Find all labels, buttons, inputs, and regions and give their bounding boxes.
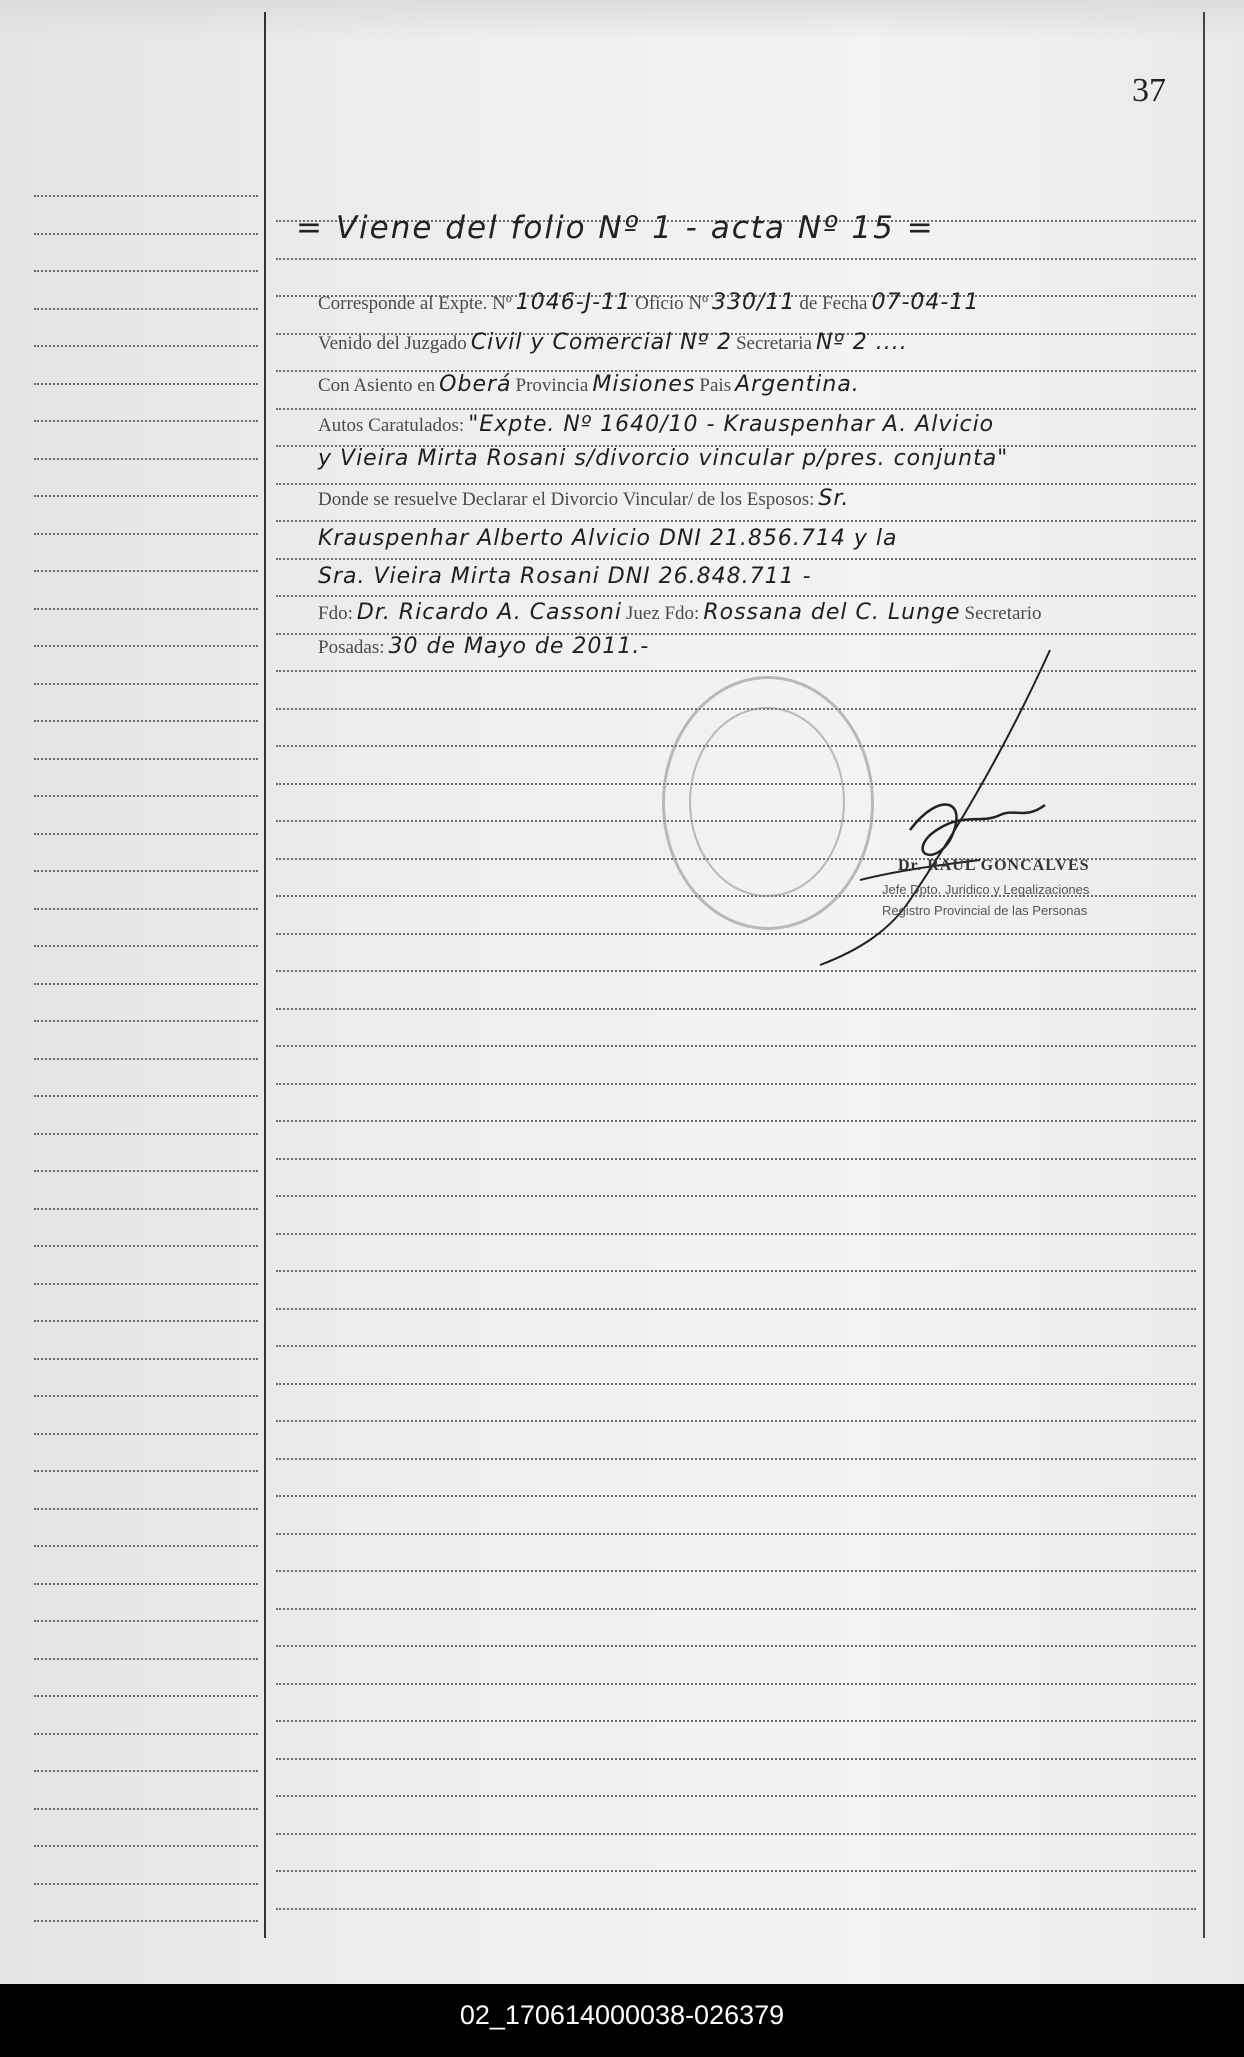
field-value: 1046-J-11 xyxy=(515,290,632,315)
field-label: Juez Fdo: xyxy=(625,603,700,624)
ruling-line xyxy=(34,720,258,722)
field-value: 30 de Mayo de 2011.- xyxy=(388,634,650,659)
ruling-line xyxy=(34,1808,258,1810)
field-juzgado xyxy=(318,330,1178,374)
ruling-line xyxy=(34,1208,258,1210)
header-note: = Viene del folio Nº 1 - acta Nº 15 = xyxy=(296,210,935,246)
ruling-line xyxy=(34,1433,258,1435)
ruling-line xyxy=(34,1020,258,1022)
field-value: Sra. Vieira Mirta Rosani DNI 26.848.711 - xyxy=(318,564,812,589)
ruling-line xyxy=(34,270,258,272)
signatory-name: Dr. RAUL GONCALVES xyxy=(898,857,1090,874)
handwritten-signature xyxy=(800,640,1100,970)
ruling-line xyxy=(34,1358,258,1360)
ruling-line xyxy=(276,1683,1196,1685)
ruling-line xyxy=(34,1620,258,1622)
ruling-line xyxy=(34,983,258,985)
ruling-line xyxy=(276,1345,1196,1347)
ruling-line xyxy=(276,1720,1196,1722)
ruling-line xyxy=(276,970,1196,972)
field-label: de los Esposos: xyxy=(697,489,815,510)
field-value: Rossana del C. Lunge xyxy=(703,600,961,625)
ruling-line xyxy=(34,345,258,347)
ruling-line xyxy=(276,1233,1196,1235)
ruling-line xyxy=(34,870,258,872)
ruling-line xyxy=(34,1883,258,1885)
field-value: Sr. xyxy=(818,486,850,511)
ruling-line xyxy=(276,1083,1196,1085)
ruling-line xyxy=(34,1170,258,1172)
ruling-line xyxy=(34,1508,258,1510)
ruling-line xyxy=(34,645,258,647)
ruling-line xyxy=(276,1308,1196,1310)
ruling-line xyxy=(276,1495,1196,1497)
ruling-line xyxy=(34,683,258,685)
ruling-line xyxy=(34,1133,258,1135)
field-value: 330/11 xyxy=(712,290,796,315)
ruling-line xyxy=(34,1095,258,1097)
ruling-line xyxy=(34,233,258,235)
field-label: Corresponde al Expte. Nº xyxy=(318,293,512,314)
field-label: Provincia xyxy=(515,375,589,396)
ruling-line xyxy=(276,1608,1196,1610)
ruling-line xyxy=(34,570,258,572)
ruling-line xyxy=(34,608,258,610)
field-value: 07-04-11 xyxy=(871,290,980,315)
ruling-line xyxy=(34,1920,258,1922)
ruling-line xyxy=(34,833,258,835)
ruling-line xyxy=(34,533,258,535)
field-value: y Vieira Mirta Rosani s/divorcio vincular p/pres. conjunta" xyxy=(318,446,1009,471)
ruling-line xyxy=(276,1008,1196,1010)
field-label: Venido del Juzgado xyxy=(318,333,467,354)
ruling-line xyxy=(276,1758,1196,1760)
field-value: Krauspenhar Alberto Alvicio DNI 21.856.714 y la xyxy=(318,526,898,551)
field-label: Oficio Nº xyxy=(635,293,708,314)
ruling-line xyxy=(276,1570,1196,1572)
ruling-line xyxy=(276,258,1196,260)
ruling-line xyxy=(276,1908,1196,1910)
ruling-line xyxy=(34,1245,258,1247)
signatory-office: Registro Provincial de las Personas xyxy=(882,903,1088,918)
ruling-line xyxy=(276,1458,1196,1460)
field-value: "Expte. Nº 1640/10 - Krauspenhar A. Alvicio xyxy=(468,412,995,437)
ruling-line xyxy=(276,1158,1196,1160)
ruling-line xyxy=(34,1320,258,1322)
ruling-line xyxy=(34,1695,258,1697)
field-label: Pais xyxy=(699,375,732,396)
field-label: Secretaria xyxy=(735,333,812,354)
ruling-line xyxy=(276,1045,1196,1047)
ruling-line xyxy=(34,1770,258,1772)
ruling-line xyxy=(276,1195,1196,1197)
right-rule-line xyxy=(1203,12,1205,1938)
field-value: Misiones xyxy=(592,372,696,397)
ruling-line xyxy=(276,1870,1196,1872)
ruling-line xyxy=(276,1270,1196,1272)
ruling-line xyxy=(34,1545,258,1547)
ruling-line xyxy=(34,795,258,797)
document-id: 02_170614000038-026379 xyxy=(459,2000,785,2030)
field-value: Argentina. xyxy=(735,372,860,397)
margin-rule-line xyxy=(264,12,266,1938)
ruling-line xyxy=(34,195,258,197)
ruling-line xyxy=(276,1833,1196,1835)
ruling-line xyxy=(276,1645,1196,1647)
field-label: Secretario xyxy=(964,603,1042,624)
ruling-line xyxy=(34,420,258,422)
ruling-line xyxy=(276,1120,1196,1122)
ruling-line xyxy=(34,1845,258,1847)
field-value: Oberá xyxy=(439,372,512,397)
ruling-line xyxy=(276,1420,1196,1422)
ruling-line xyxy=(276,1383,1196,1385)
left-margin-ruling xyxy=(34,195,258,1935)
ruling-line xyxy=(34,458,258,460)
ruling-line xyxy=(34,308,258,310)
field-asiento xyxy=(318,372,1178,416)
field-label: de Fecha xyxy=(799,293,868,314)
ruling-line xyxy=(34,945,258,947)
ruling-line xyxy=(276,1533,1196,1535)
field-resuelve xyxy=(318,486,1178,530)
field-value: Dr. Ricardo A. Cassoni xyxy=(356,600,622,625)
ruling-line xyxy=(34,1733,258,1735)
ruling-line xyxy=(34,495,258,497)
ruling-line xyxy=(34,1395,258,1397)
ruling-line xyxy=(34,383,258,385)
field-label: Autos Caratulados: xyxy=(318,415,465,436)
ruling-line xyxy=(34,1283,258,1285)
ruling-line xyxy=(276,1795,1196,1797)
ruling-line xyxy=(34,1658,258,1660)
field-autos-cont xyxy=(318,446,1178,490)
field-value: Civil y Comercial Nº 2 xyxy=(470,330,732,355)
field-label: Con Asiento en xyxy=(318,375,436,396)
ruling-line xyxy=(34,908,258,910)
field-label: Donde se resuelve Declarar el Divorcio Vincular/ xyxy=(318,489,694,510)
ruling-line xyxy=(34,1583,258,1585)
scan-shadow xyxy=(0,0,1244,40)
signatory-role: Jefe Dpto. Juridico y Legalizaciones xyxy=(882,882,1090,897)
field-label: Fdo: xyxy=(318,603,353,624)
field-label: Posadas: xyxy=(318,637,385,658)
ruling-line xyxy=(34,758,258,760)
ruling-line xyxy=(34,1470,258,1472)
field-value: Nº 2 .... xyxy=(815,330,908,355)
field-expediente xyxy=(318,290,1178,334)
ruling-line xyxy=(34,1058,258,1060)
page-number: 37 xyxy=(1132,72,1166,109)
